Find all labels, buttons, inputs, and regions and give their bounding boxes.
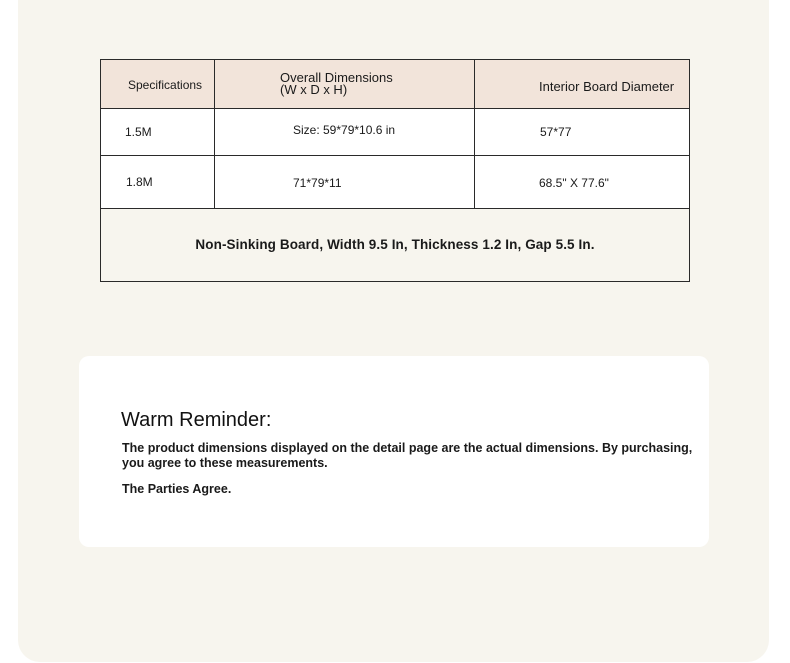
spec-cell bbox=[101, 156, 215, 208]
header-dimensions-label bbox=[280, 72, 393, 96]
spec-value: 1.5M bbox=[125, 125, 152, 139]
specifications-table bbox=[100, 59, 690, 282]
header-dimensions-line1: Overall Dimensions bbox=[280, 70, 393, 85]
diameter-value: 57*77 bbox=[540, 125, 572, 139]
dimensions-value: Size: 59*79*10.6 in bbox=[293, 123, 396, 137]
header-cell-dimensions bbox=[215, 60, 475, 108]
header-specifications-label: Specifications bbox=[128, 78, 203, 92]
header-diameter-label: Interior Board Diameter bbox=[539, 79, 675, 94]
board-note: Non-Sinking Board, Width 9.5 In, Thickness 1.2 In, Gap 5.5 In. bbox=[195, 237, 595, 252]
diameter-cell bbox=[475, 109, 689, 155]
reminder-title: Warm Reminder: bbox=[121, 409, 272, 431]
dimensions-value: 71*79*11 bbox=[293, 176, 342, 190]
diameter-cell bbox=[475, 156, 689, 208]
table-row bbox=[101, 109, 689, 156]
spec-cell bbox=[101, 109, 215, 155]
reminder-footer: The Parties Agree. bbox=[122, 482, 232, 496]
dimensions-cell bbox=[215, 156, 475, 208]
spec-value: 1.8M bbox=[126, 175, 153, 189]
warm-reminder-card bbox=[79, 356, 709, 547]
reminder-body: The product dimensions displayed on the detail page are the actual dimensions. By purchasing, you agree to these measurements. bbox=[122, 441, 693, 470]
header-cell-specifications bbox=[101, 60, 215, 108]
header-dimensions-line2: (W x D x H) bbox=[280, 82, 348, 97]
dimensions-cell bbox=[215, 109, 475, 155]
table-row bbox=[101, 156, 689, 209]
diameter-value: 68.5" X 77.6" bbox=[539, 176, 609, 190]
header-cell-diameter bbox=[475, 60, 689, 108]
table-note-row bbox=[101, 209, 689, 281]
table-header-row bbox=[101, 60, 689, 109]
